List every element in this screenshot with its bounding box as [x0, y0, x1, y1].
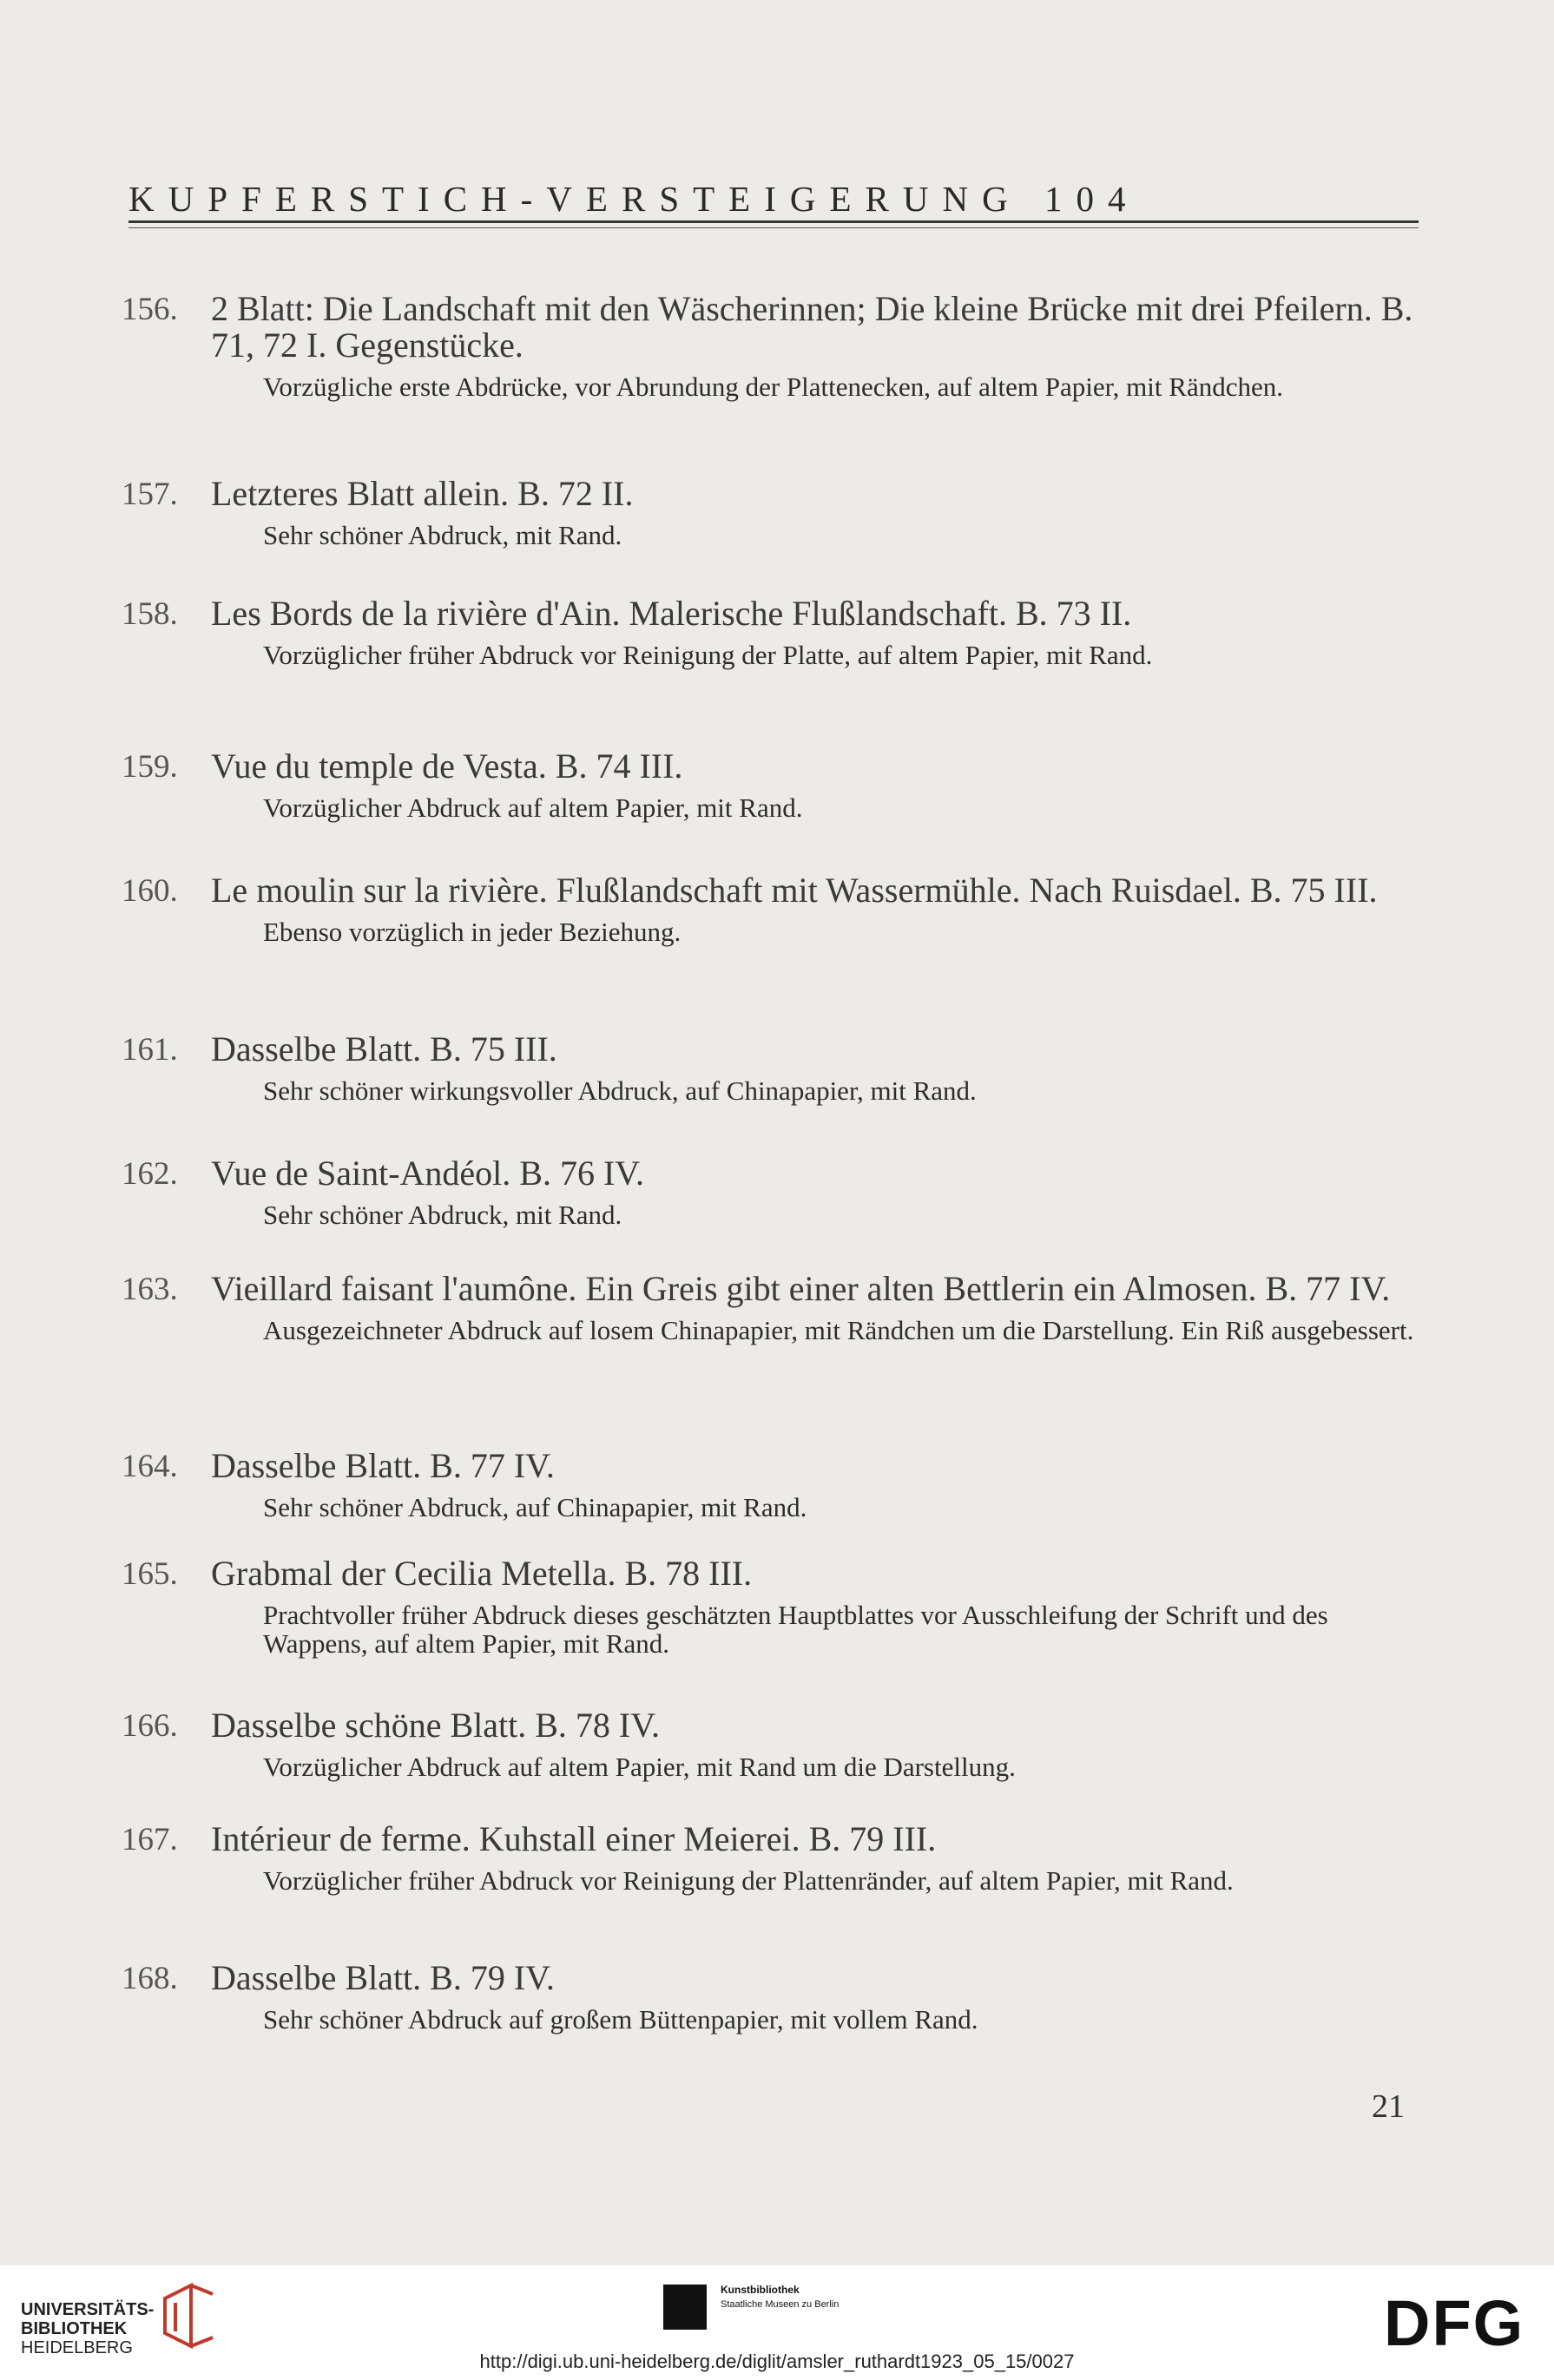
entry-number: 159.	[122, 749, 178, 785]
catalog-entry	[122, 1821, 1424, 1895]
entry-title: Vue du temple de Vesta. B. 74 III.	[211, 746, 683, 786]
entry-title: Dasselbe Blatt. B. 75 III.	[211, 1029, 557, 1068]
entry-title: Grabmal der Cecilia Metella. B. 78 III.	[211, 1554, 753, 1593]
library-logo-icon	[156, 2281, 217, 2350]
catalog-entry	[122, 748, 1424, 822]
entry-note: Vorzüglicher früher Abdruck vor Reinigung der Plattenränder, auf altem Papier, mit Rand.	[263, 1865, 1234, 1896]
entry-number: 158.	[122, 596, 178, 632]
entry-number: 164.	[122, 1449, 178, 1484]
entry-title: 2 Blatt: Die Landschaft mit den Wäscherinnen; Die kleine Brücke mit drei Pfeilern. B. 71, 72 I. Gegenstücke.	[211, 289, 1413, 365]
entry-note: Sehr schöner wirkungsvoller Abdruck, auf Chinapapier, mit Rand.	[263, 1075, 977, 1106]
catalog-entry	[122, 1448, 1424, 1522]
kunstbibliothek-label[interactable]: Kunstbibliothek Staatliche Museen zu Berlin	[721, 2284, 840, 2310]
page-number: 21	[1372, 2088, 1405, 2125]
entry-number: 163.	[122, 1272, 178, 1307]
entry-title: Intérieur de ferme. Kuhstall einer Meierei. B. 79 III.	[211, 1819, 937, 1858]
permalink-url[interactable]: http://digi.ub.uni-heidelberg.de/diglit/amsler_ruthardt1923_05_15/0027	[479, 2350, 1075, 2372]
entry-number: 157.	[122, 477, 178, 512]
entry-title: Dasselbe Blatt. B. 79 IV.	[211, 1958, 555, 1997]
entry-number: 167.	[122, 1822, 178, 1857]
entry-note: Sehr schöner Abdruck, mit Rand.	[263, 520, 622, 550]
catalog-entry	[122, 1707, 1424, 1781]
entry-number: 168.	[122, 1961, 178, 1996]
entry-title: Vieillard faisant l'aumône. Ein Greis gibt einer alten Bettlerin ein Almosen. B. 77 IV.	[211, 1269, 1391, 1308]
entry-number: 165.	[122, 1556, 178, 1592]
entry-note: Vorzüglicher Abdruck auf altem Papier, mit Rand um die Darstellung.	[263, 1752, 1016, 1782]
entry-note: Ebenso vorzüglich in jeder Beziehung.	[263, 917, 682, 947]
entry-note: Ausgezeichneter Abdruck auf losem Chinapapier, mit Rändchen um die Darstellung. Ein Riß ausgebessert.	[263, 1315, 1414, 1345]
entry-number: 160.	[122, 873, 178, 909]
entry-note: Sehr schöner Abdruck, mit Rand.	[263, 1200, 622, 1230]
entry-note: Prachtvoller früher Abdruck dieses geschätzten Hauptblattes vor Ausschleifung der Schrift und des Wappens, auf altem Papier, mit Rand.	[263, 1600, 1328, 1659]
header-rule	[128, 220, 1419, 223]
entry-note: Vorzüglicher Abdruck auf altem Papier, mit Rand.	[263, 792, 803, 823]
entry-note: Vorzügliche erste Abdrücke, vor Abrundung der Plattenecken, auf altem Papier, mit Rändchen.	[263, 371, 1283, 402]
entry-title: Dasselbe schöne Blatt. B. 78 IV.	[211, 1706, 660, 1745]
entry-title: Letzteres Blatt allein. B. 72 II.	[211, 474, 634, 513]
catalog-entry	[122, 476, 1424, 549]
library-name[interactable]: UNIVERSITÄTS- BIBLIOTHEK HEIDELBERG	[21, 2300, 155, 2357]
entry-number: 162.	[122, 1156, 178, 1192]
catalog-entry	[122, 291, 1424, 401]
entry-title: Le moulin sur la rivière. Flußlandschaft mit Wassermühle. Nach Ruisdael. B. 75 III.	[211, 871, 1378, 910]
dfg-logo[interactable]: DFG	[1384, 2287, 1525, 2359]
entry-title: Dasselbe Blatt. B. 77 IV.	[211, 1446, 555, 1485]
header-rule-thin	[128, 227, 1419, 228]
entry-title: Vue de Saint-Andéol. B. 76 IV.	[211, 1154, 645, 1193]
entry-note: Vorzüglicher früher Abdruck vor Reinigung der Platte, auf altem Papier, mit Rand.	[263, 640, 1153, 670]
catalog-entry	[122, 872, 1424, 946]
entry-number: 166.	[122, 1708, 178, 1744]
catalog-entry	[122, 1155, 1424, 1229]
entry-number: 156.	[122, 292, 178, 327]
entry-note: Sehr schöner Abdruck, auf Chinapapier, mit Rand.	[263, 1492, 807, 1522]
catalog-entry	[122, 1031, 1424, 1105]
entry-note: Sehr schöner Abdruck auf großem Büttenpapier, mit vollem Rand.	[263, 2004, 978, 2035]
catalog-entry	[122, 595, 1424, 669]
entry-title: Les Bords de la rivière d'Ain. Malerische Flußlandschaft. B. 73 II.	[211, 594, 1132, 633]
running-header: KUPFERSTICH-VERSTEIGERUNG 104	[128, 179, 1140, 219]
entry-number: 161.	[122, 1032, 178, 1068]
catalog-entry	[122, 1271, 1424, 1345]
catalog-entry	[122, 1960, 1424, 2034]
catalog-entry	[122, 1555, 1424, 1658]
kunstbibliothek-logo-icon	[663, 2285, 707, 2330]
